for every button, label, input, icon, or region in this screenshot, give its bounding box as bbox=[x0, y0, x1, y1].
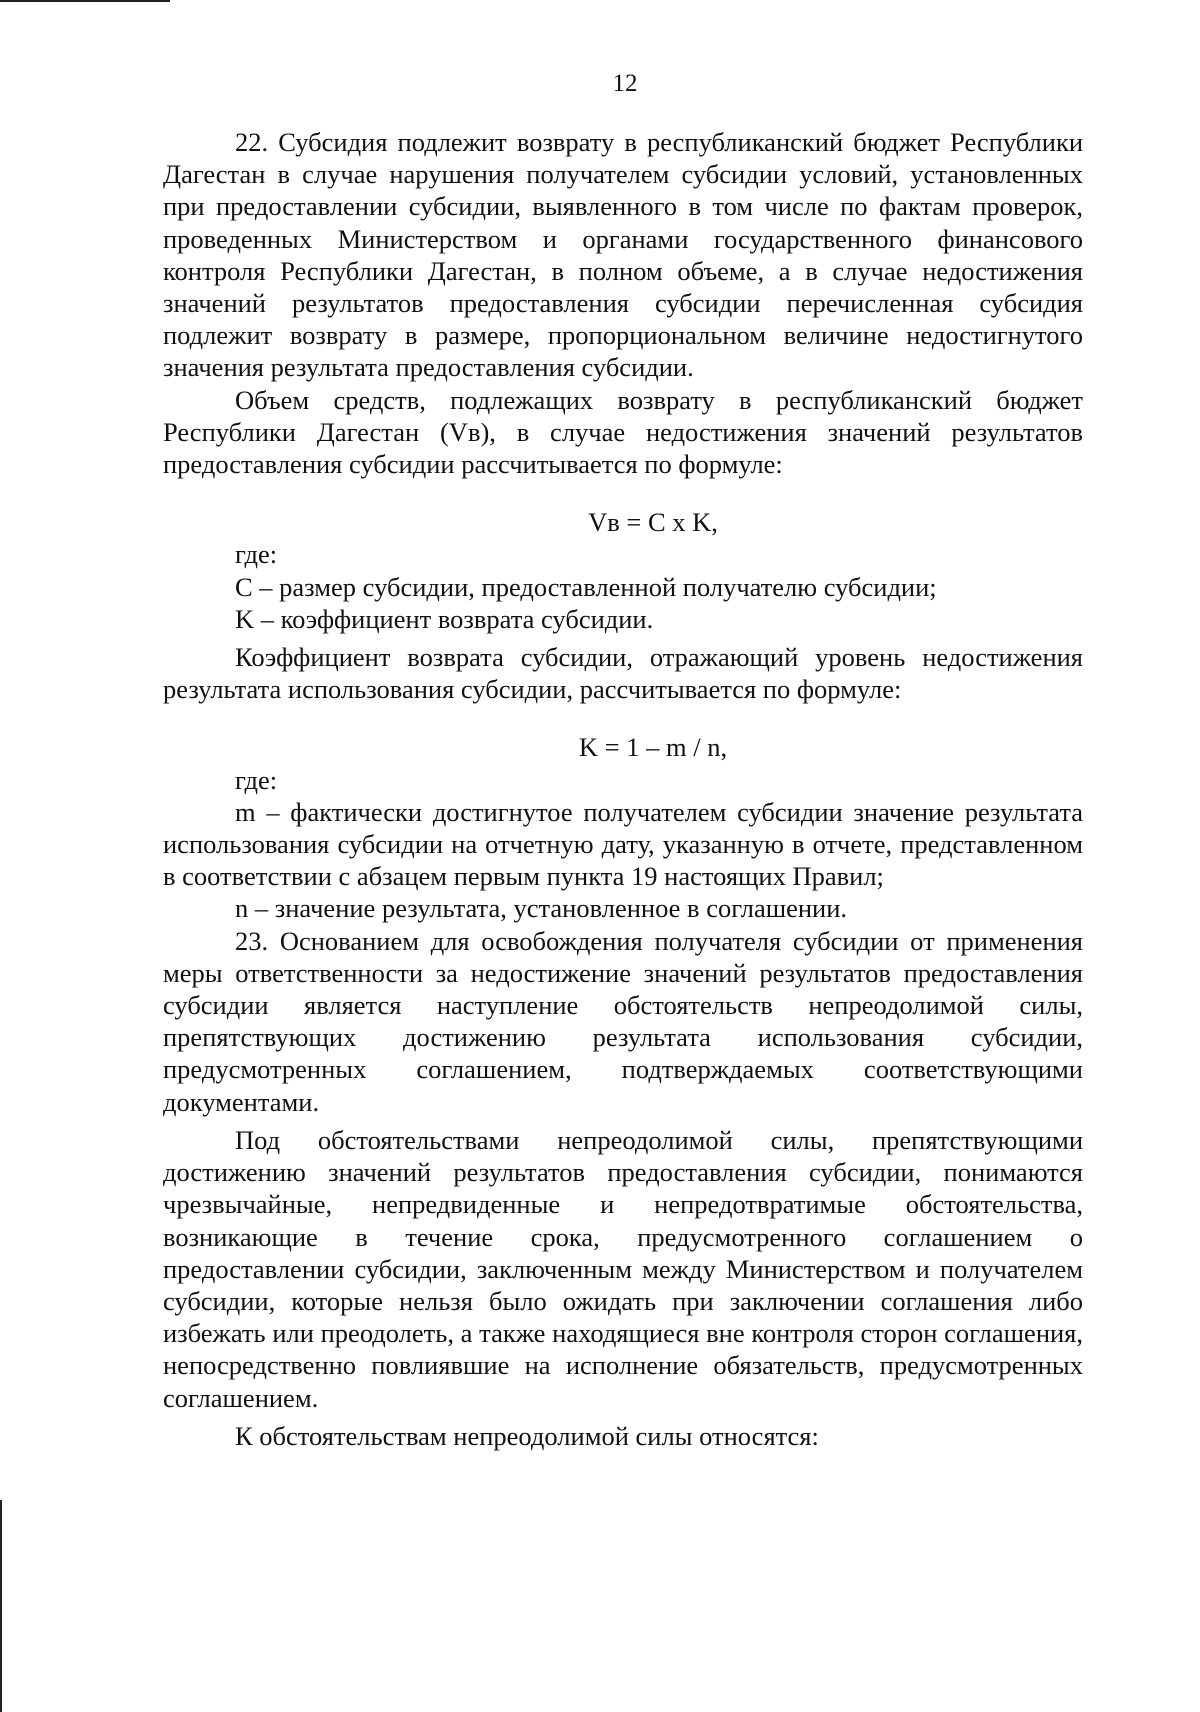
formula-k: K = 1 – m / n, bbox=[578, 732, 728, 763]
page-number: 12 bbox=[612, 70, 638, 97]
paragraph-22: 22. Субсидия подлежит возврату в республиканский бюджет Республики Дагестан в случае нарушения получателем субсидии условий, установленных при предоставлении субсидии, выявленного в том числе по фактам проверок, проведенных Министерством и органами государственного финансового контроля Республики Дагестан, в полном объеме, а в случае недостижения значений результатов предоставления субсидии перечисленная субсидия подлежит возврату в размере, пропорциональном величине недостигнутого значения результата предоставления субсидии. bbox=[163, 127, 1083, 383]
paragraph-volume-formula-intro: Объем средств, подлежащих возврату в республиканский бюджет Республики Дагестан (Vв), в случае недостижения значений результатов предоставления субсидии рассчитывается по формуле: bbox=[163, 384, 1083, 480]
document-body bbox=[163, 126, 1083, 1452]
definition-n: n – значение результата, установленное в соглашении. bbox=[235, 893, 848, 924]
definition-c: С – размер субсидии, предоставленной получателю субсидии; bbox=[235, 571, 937, 602]
definition-m: m – фактически достигнутое получателем субсидии значение результата использования субсидии на отчетную дату, указанную в отчете, представленном в соответствии с абзацем первым пункта 19 настоящих Правил; bbox=[163, 796, 1083, 892]
where-label-1: где: bbox=[235, 539, 278, 570]
where-label-2: где: bbox=[235, 764, 278, 795]
paragraph-force-majeure-definition: Под обстоятельствами непреодолимой силы, препятствующими достижению значений результатов предоставления субсидии, понимаются чрезвычайные, непредвиденные и непредотвратимые обстоятельства, возникающие в течение срока, предусмотренного соглашением о предоставлении субсидии, заключенным между Министерством и получателем субсидии, которые нельзя было ожидать при заключении соглашения либо избежать или преодолеть, а также находящиеся вне контроля сторон соглашения, непосредственно повлиявшие на исполнение обязательств, предусмотренных соглашением. bbox=[163, 1124, 1083, 1413]
formula-vb: Vв = С х K, bbox=[588, 507, 718, 538]
definition-k: K – коэффициент возврата субсидии. bbox=[235, 603, 654, 634]
scan-top-edge bbox=[0, 0, 170, 2]
paragraph-force-majeure-list-intro: К обстоятельствам непреодолимой силы относятся: bbox=[235, 1420, 819, 1451]
paragraph-coefficient-intro: Коэффициент возврата субсидии, отражающий уровень недостижения результата использования субсидии, рассчитывается по формуле: bbox=[163, 642, 1083, 705]
scan-left-edge bbox=[0, 1500, 2, 1712]
paragraph-23: 23. Основанием для освобождения получателя субсидии от применения меры ответственности за недостижение значений результатов предоставления субсидии является наступление обстоятельств непреодолимой силы, препятствующих достижению результата использования субсидии, предусмотренных соглашением, подтверждаемых соответствующими документами. bbox=[163, 925, 1083, 1117]
